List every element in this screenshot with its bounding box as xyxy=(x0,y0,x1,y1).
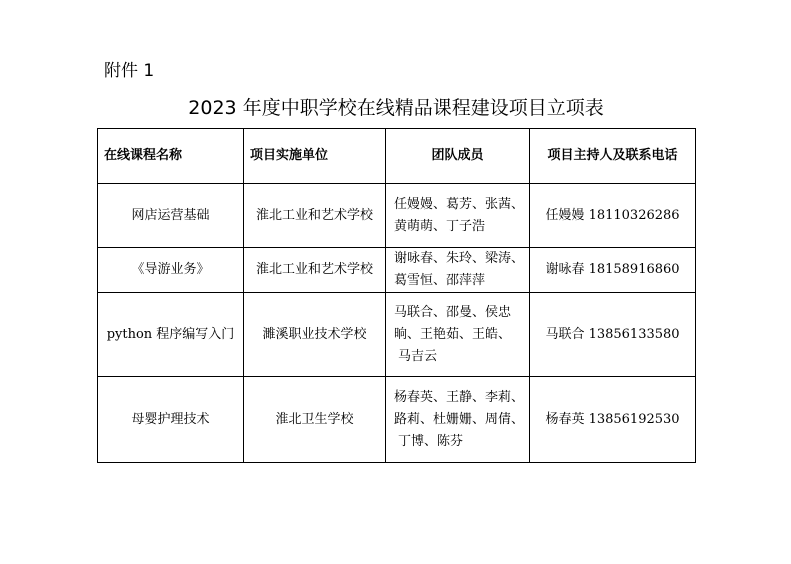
team-members-line: 路莉、杜姗姗、周倩、 xyxy=(394,411,525,427)
course-name-cell: 网店运营基础 xyxy=(98,184,244,248)
team-members-line: 丁博、陈芬 xyxy=(398,433,464,449)
team-members-line: 谢咏春、朱玲、梁涛、 xyxy=(394,251,525,266)
host-contact-cell: 谢咏春 18158916860 xyxy=(530,248,696,293)
document-title: 2023 年度中职学校在线精品课程建设项目立项表 xyxy=(188,97,604,119)
team-members-cell xyxy=(386,184,530,248)
host-contact-cell: 任嫚嫚 18110326286 xyxy=(530,184,696,248)
team-members-cell xyxy=(386,248,530,293)
team-members-line: 马联合、邵曼、侯忠 xyxy=(394,304,512,320)
team-members-line: 晌、王艳茹、王皓、 xyxy=(394,326,512,342)
team-members-line: 葛雪恒、邵萍萍 xyxy=(394,273,486,288)
implementing-unit-cell: 淮北工业和艺术学校 xyxy=(244,248,386,293)
team-members-cell xyxy=(386,377,530,463)
host-contact-cell: 杨春英 13856192530 xyxy=(530,377,696,463)
table-row xyxy=(98,184,696,248)
project-table xyxy=(97,128,696,463)
course-name-cell: 《导游业务》 xyxy=(98,248,244,293)
team-members-line: 马吉云 xyxy=(398,348,438,364)
implementing-unit-cell: 淮北卫生学校 xyxy=(244,377,386,463)
header-implementing-unit: 项目实施单位 xyxy=(244,129,386,184)
header-host-contact: 项目主持人及联系电话 xyxy=(530,129,696,184)
implementing-unit-cell: 淮北工业和艺术学校 xyxy=(244,184,386,248)
header-team-members: 团队成员 xyxy=(386,129,530,184)
table-row xyxy=(98,377,696,463)
course-name-cell: python 程序编写入门 xyxy=(98,293,244,377)
host-contact-cell: 马联合 13856133580 xyxy=(530,293,696,377)
header-course-name: 在线课程名称 xyxy=(98,129,244,184)
team-members-line: 杨春英、王静、李莉、 xyxy=(394,389,525,405)
team-members-line: 黄萌萌、丁子浩 xyxy=(394,218,486,234)
table-row xyxy=(98,248,696,293)
attachment-label: 附件 1 xyxy=(104,61,155,81)
table-row xyxy=(98,293,696,377)
table-header-row xyxy=(98,129,696,184)
team-members-line: 任嫚嫚、葛芳、张茜、 xyxy=(394,196,525,212)
team-members-cell xyxy=(386,293,530,377)
course-name-cell: 母婴护理技术 xyxy=(98,377,244,463)
implementing-unit-cell: 濉溪职业技术学校 xyxy=(244,293,386,377)
